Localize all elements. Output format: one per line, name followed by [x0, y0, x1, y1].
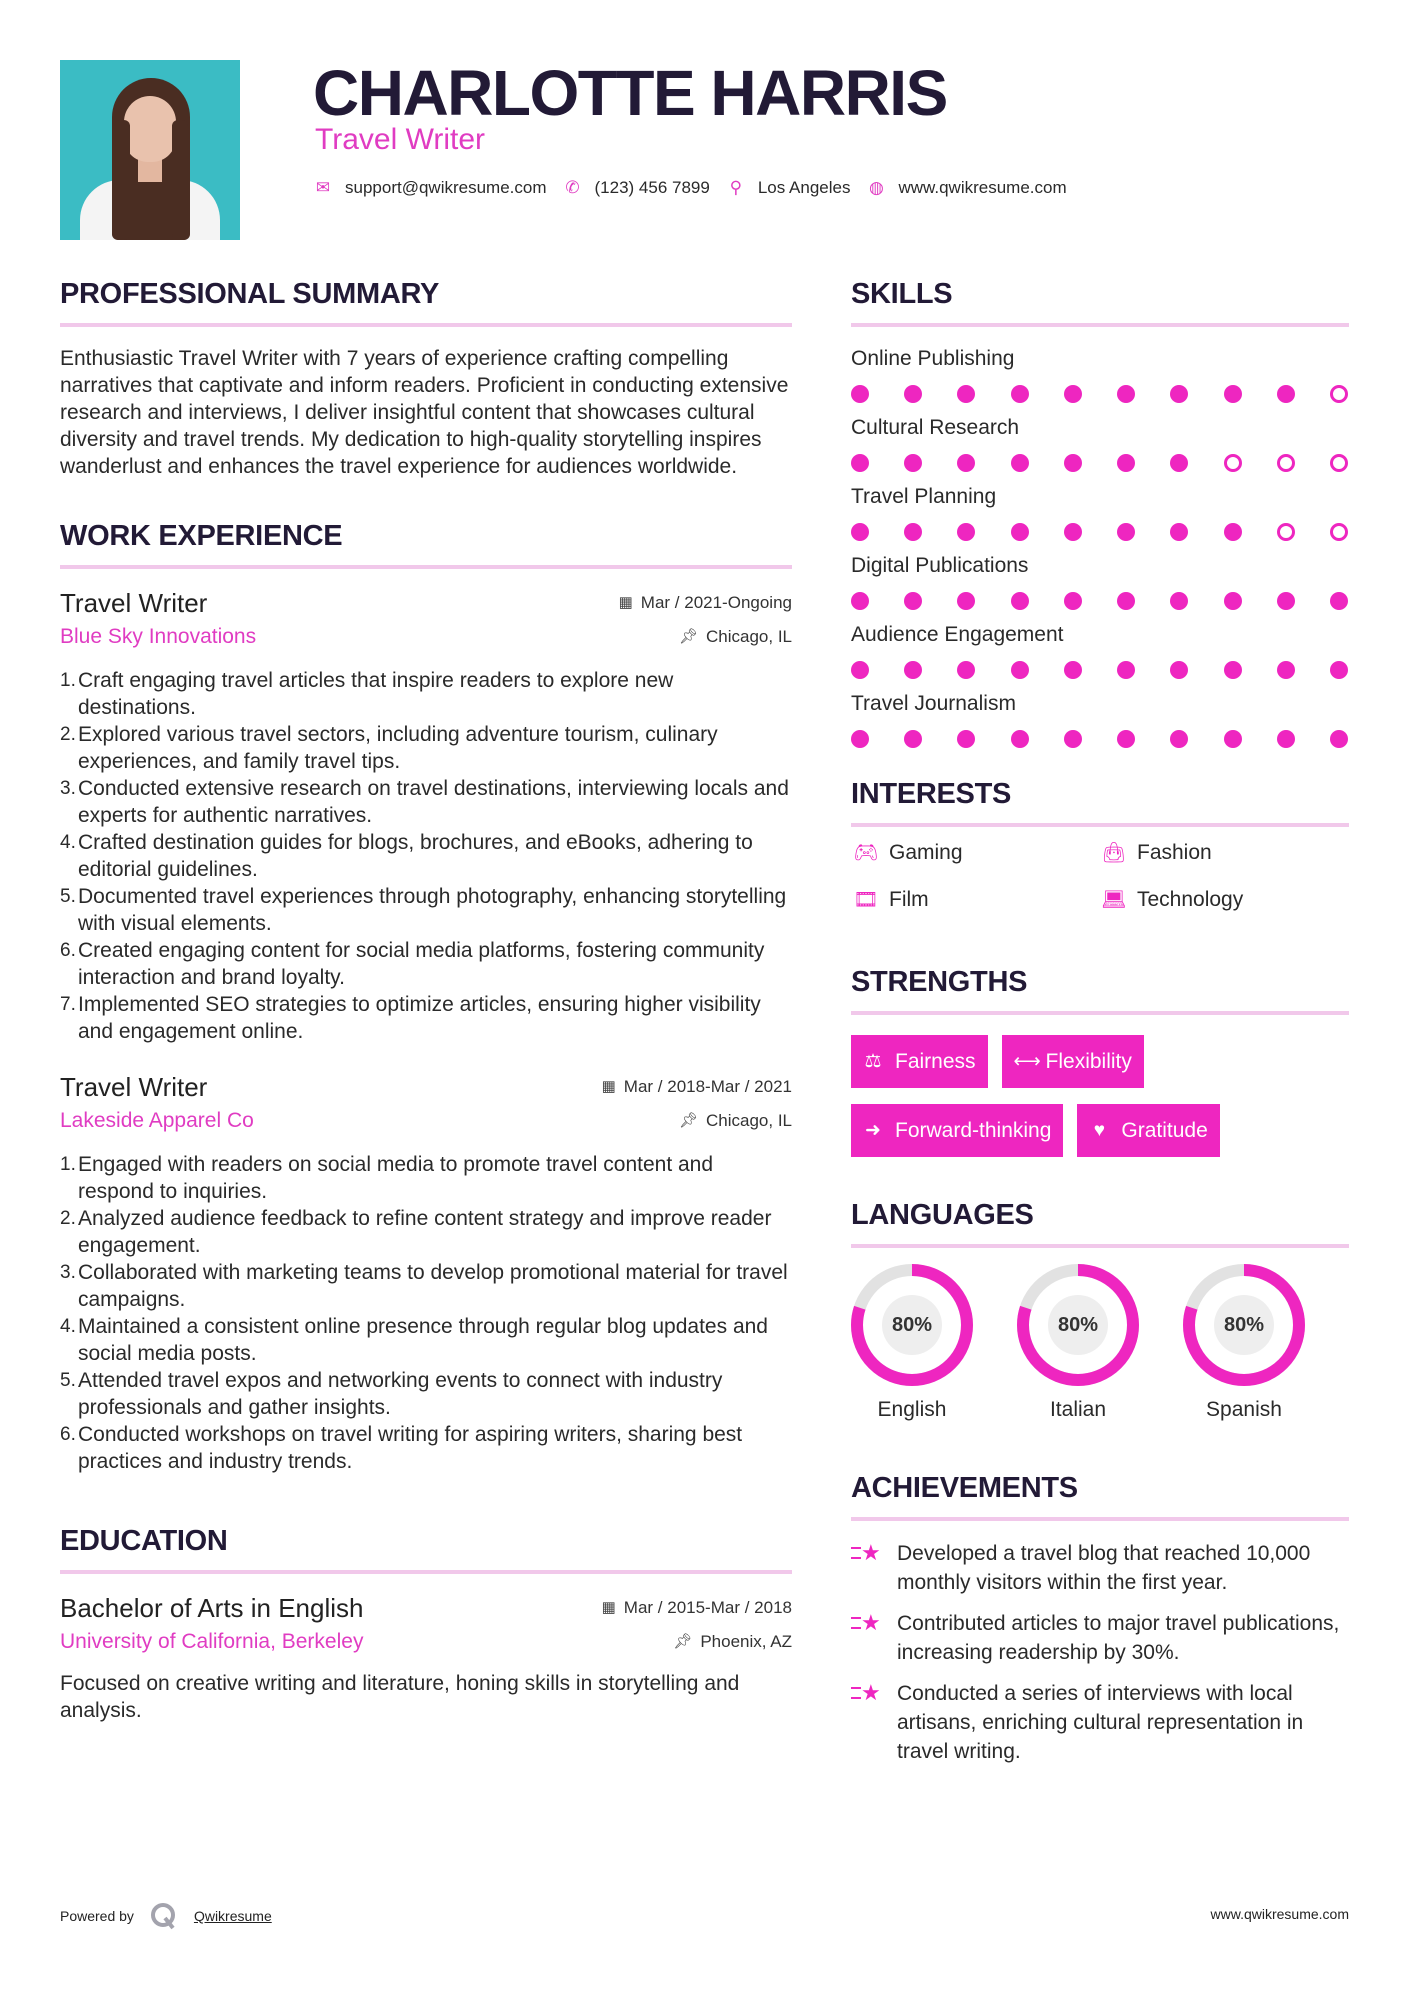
skills-list [851, 345, 1349, 748]
left-column [60, 272, 792, 1724]
language-name: Italian [1049, 1398, 1107, 1421]
skill-item [851, 621, 1349, 679]
rating-dot-filled [1117, 592, 1135, 610]
section-title-education: EDUCATION [60, 1525, 228, 1557]
skill-rating [851, 454, 1349, 472]
section-title-languages: LANGUAGES [851, 1199, 1034, 1231]
rating-dot-filled [904, 730, 922, 748]
rating-dot-filled [957, 523, 975, 541]
bullet-item: 3. Collaborated with marketing teams to develop promotional material for travel campaigns. [60, 1261, 788, 1311]
candidate-role: Travel Writer [315, 123, 486, 156]
pushpin-icon: 📌︎ [678, 1112, 698, 1129]
rating-dot-filled [904, 592, 922, 610]
rating-dot-empty [1224, 454, 1242, 472]
gamepad-icon: 🎮︎ [853, 842, 879, 864]
bullet-item: 1. Engaged with readers on social media to promote travel content and respond to inquiries. [60, 1153, 714, 1203]
rating-dot-filled [1277, 730, 1295, 748]
achievements-section [851, 1466, 1349, 1766]
footer-url[interactable]: www.qwikresume.com [1210, 1906, 1349, 1922]
rating-dot-filled [1277, 661, 1295, 679]
section-divider [60, 565, 792, 569]
rating-dot-filled [957, 730, 975, 748]
bullet-item: 7. Implemented SEO strategies to optimize articles, ensuring higher visibility and engagement online. [60, 993, 761, 1043]
section-title-achievements: ACHIEVEMENTS [851, 1472, 1078, 1504]
rating-dot-filled [1330, 592, 1348, 610]
rating-dot-filled [1011, 385, 1029, 403]
rating-dot-filled [1011, 592, 1029, 610]
rating-dot-filled [1170, 385, 1188, 403]
interest-item-fashion: 👜︎ Fashion [1099, 837, 1347, 869]
job-entry [60, 587, 792, 1045]
contact-email-text: support@qwikresume.com [345, 178, 547, 197]
rating-dot-filled [1170, 661, 1188, 679]
section-divider [851, 1011, 1349, 1015]
rating-dot-filled [1011, 454, 1029, 472]
rating-dot-filled [1277, 592, 1295, 610]
shooting-star-icon: ★ [851, 1539, 897, 1597]
contact-email[interactable] [315, 178, 547, 198]
skill-item [851, 552, 1349, 610]
profile-photo [60, 60, 240, 240]
rating-dot-filled [1064, 730, 1082, 748]
photo-face [124, 96, 176, 162]
candidate-name: CHARLOTTE HARRIS [313, 57, 947, 129]
rating-dot-filled [1011, 523, 1029, 541]
section-title-interests: INTERESTS [851, 778, 1012, 810]
rating-dot-filled [957, 385, 975, 403]
rating-dot-filled [1064, 385, 1082, 403]
skill-name: Travel Planning [851, 485, 997, 508]
achievement-item: ★ Conducted a series of interviews with local artisans, enriching cultural representation in travel writing. [851, 1679, 1349, 1766]
education-description: Focused on creative writing and literature, honing skills in storytelling and analysis. [60, 1672, 740, 1722]
language-percent: 80% [1048, 1295, 1108, 1355]
calendar-icon: ▦ [601, 1078, 616, 1095]
powered-by-label: Powered by [60, 1908, 134, 1924]
job-company: Blue Sky Innovations [60, 625, 257, 648]
rating-dot-filled [1224, 730, 1242, 748]
section-title-strengths: STRENGTHS [851, 966, 1028, 998]
contact-phone[interactable] [565, 178, 710, 198]
strengths-section [851, 960, 1349, 1157]
job-title: Travel Writer [60, 588, 208, 618]
section-divider [60, 1570, 792, 1574]
contact-location [728, 178, 851, 198]
right-column [851, 272, 1349, 1778]
rating-dot-filled [1064, 592, 1082, 610]
skill-name: Audience Engagement [851, 623, 1064, 646]
rating-dot-filled [957, 661, 975, 679]
section-title-summary: PROFESSIONAL SUMMARY [60, 278, 440, 310]
language-progress-ring [851, 1264, 973, 1386]
job-company: Lakeside Apparel Co [60, 1109, 254, 1132]
job-bullets [60, 667, 792, 1045]
contact-bar [315, 178, 1085, 198]
rating-dot-filled [1011, 730, 1029, 748]
photo-hair-right [172, 120, 188, 240]
rating-dot-filled [851, 592, 869, 610]
contact-location-text: Los Angeles [757, 178, 851, 197]
section-divider [851, 1517, 1349, 1521]
skill-item [851, 483, 1349, 541]
rating-dot-filled [1224, 385, 1242, 403]
shooting-star-icon: ★ [851, 1609, 897, 1667]
rating-dot-filled [1170, 454, 1188, 472]
bullet-item: 6. Created engaging content for social media platforms, fostering community interaction and brand loyalty. [60, 939, 765, 989]
rating-dot-empty [1330, 523, 1348, 541]
arrows-horizontal-icon: ⟷ [1013, 1051, 1041, 1072]
skill-item [851, 690, 1349, 748]
film-icon: 🎞︎ [853, 889, 879, 911]
rating-dot-empty [1277, 523, 1295, 541]
interests-section [851, 772, 1349, 916]
section-divider [851, 323, 1349, 327]
pushpin-icon: 📌︎ [673, 1633, 693, 1650]
arrow-right-icon: ➜ [865, 1120, 881, 1141]
rating-dot-filled [1011, 661, 1029, 679]
map-pin-icon: ⚲ [729, 178, 743, 197]
rating-dot-filled [904, 385, 922, 403]
rating-dot-filled [851, 661, 869, 679]
section-title-skills: SKILLS [851, 278, 953, 310]
language-item [1183, 1264, 1305, 1422]
bullet-item: 6. Conducted workshops on travel writing for aspiring writers, sharing best practices and industry trends. [60, 1423, 743, 1473]
rating-dot-filled [851, 385, 869, 403]
skill-item [851, 414, 1349, 472]
rating-dot-filled [1277, 385, 1295, 403]
rating-dot-filled [1064, 523, 1082, 541]
education-section [60, 1519, 792, 1724]
rating-dot-filled [1117, 385, 1135, 403]
rating-dot-empty [1277, 454, 1295, 472]
summary-section [60, 272, 792, 480]
strength-chip-forward-thinking: ➜ Forward-thinking [851, 1104, 1063, 1157]
rating-dot-filled [1170, 523, 1188, 541]
footer-powered-by [60, 1902, 272, 1930]
rating-dot-filled [851, 730, 869, 748]
shopping-bag-icon: 👜︎ [1101, 842, 1127, 864]
job-location-text: Chicago, IL [706, 627, 792, 646]
skill-rating [851, 730, 1349, 748]
language-name: English [877, 1398, 947, 1421]
contact-website[interactable] [868, 178, 1066, 198]
education-location [673, 1626, 792, 1658]
rating-dot-filled [1224, 523, 1242, 541]
bullet-item: 4. Crafted destination guides for blogs, brochures, and eBooks, adhering to editorial guidelines. [60, 831, 753, 881]
school-name: University of California, Berkeley [60, 1630, 364, 1653]
shooting-star-icon: ★ [851, 1679, 897, 1766]
job-entry [60, 1071, 792, 1475]
balance-scale-icon: ⚖ [864, 1051, 882, 1072]
skill-name: Online Publishing [851, 347, 1015, 370]
job-dates-text: Mar / 2021-Ongoing [640, 593, 792, 612]
section-divider [851, 823, 1349, 827]
experience-section [60, 514, 792, 1475]
language-percent: 80% [882, 1295, 942, 1355]
degree-title: Bachelor of Arts in English [60, 1593, 364, 1623]
achievement-item: ★ Developed a travel blog that reached 10,000 monthly visitors within the first year. [851, 1539, 1349, 1597]
job-dates [619, 587, 792, 619]
rating-dot-filled [1064, 454, 1082, 472]
rating-dot-empty [1330, 454, 1348, 472]
section-divider [60, 323, 792, 327]
bullet-item: 2. Analyzed audience feedback to refine content strategy and improve reader engagement. [60, 1207, 772, 1257]
language-item [1017, 1264, 1139, 1422]
rating-dot-filled [1170, 592, 1188, 610]
rating-dot-filled [1224, 592, 1242, 610]
photo-hair-left [114, 120, 130, 240]
skill-rating [851, 661, 1349, 679]
rating-dot-filled [1117, 523, 1135, 541]
language-progress-ring [1017, 1264, 1139, 1386]
rating-dot-filled [1330, 730, 1348, 748]
bullet-item: 5. Attended travel expos and networking events to connect with industry professionals and gather insights. [60, 1369, 723, 1419]
interest-item-gaming: 🎮︎ Gaming [851, 837, 1099, 869]
job-bullets [60, 1151, 792, 1475]
bullet-item: 3. Conducted extensive research on travel destinations, interviewing locals and experts for authentic narratives. [60, 777, 789, 827]
language-progress-ring [1183, 1264, 1305, 1386]
skill-name: Digital Publications [851, 554, 1029, 577]
contact-website-text: www.qwikresume.com [898, 178, 1067, 197]
interest-item-technology: 💻︎ Technology [1099, 884, 1347, 916]
skill-name: Cultural Research [851, 416, 1020, 439]
rating-dot-filled [1117, 730, 1135, 748]
skills-section [851, 272, 1349, 748]
calendar-icon: ▦ [618, 594, 633, 611]
languages-section [851, 1193, 1349, 1422]
laptop-icon: 💻︎ [1101, 889, 1127, 911]
bullet-item: 2. Explored various travel sectors, including adventure tourism, culinary experiences, and family travel tips. [60, 723, 718, 773]
rating-dot-filled [851, 523, 869, 541]
strength-chip-gratitude: ♥ Gratitude [1077, 1104, 1219, 1157]
bullet-item: 4. Maintained a consistent online presence through regular blog updates and social media posts. [60, 1315, 768, 1365]
rating-dot-empty [1330, 385, 1348, 403]
skill-rating [851, 592, 1349, 610]
rating-dot-filled [1224, 661, 1242, 679]
job-location [679, 1105, 792, 1137]
bullet-item: 1. Craft engaging travel articles that inspire readers to explore new destinations. [60, 669, 674, 719]
rating-dot-filled [904, 454, 922, 472]
rating-dot-filled [1064, 661, 1082, 679]
strength-chip-flexibility: ⟷ Flexibility [1002, 1035, 1144, 1088]
interests-grid [851, 837, 1349, 916]
education-location-text: Phoenix, AZ [700, 1632, 792, 1651]
rating-dot-filled [1117, 661, 1135, 679]
job-title: Travel Writer [60, 1072, 208, 1102]
calendar-icon: ▦ [601, 1599, 616, 1616]
language-name: Spanish [1206, 1398, 1282, 1421]
strength-chips [851, 1035, 1349, 1157]
job-location [679, 621, 792, 653]
rating-dot-filled [1170, 730, 1188, 748]
job-dates-text: Mar / 2018-Mar / 2021 [623, 1077, 792, 1096]
rating-dot-filled [1330, 661, 1348, 679]
envelope-icon: ✉ [315, 178, 331, 197]
rating-dot-filled [957, 592, 975, 610]
education-dates-text: Mar / 2015-Mar / 2018 [623, 1598, 792, 1617]
skill-name: Travel Journalism [851, 692, 1016, 715]
language-percent: 80% [1214, 1295, 1274, 1355]
bullet-item: 5. Documented travel experiences through photography, enhancing storytelling with visual elements. [60, 885, 787, 935]
strength-chip-fairness: ⚖ Fairness [851, 1035, 988, 1088]
skill-rating [851, 385, 1349, 403]
rating-dot-filled [1117, 454, 1135, 472]
job-location-text: Chicago, IL [706, 1111, 792, 1130]
skill-rating [851, 523, 1349, 541]
summary-text: Enthusiastic Travel Writer with 7 years of experience crafting compelling narratives that captivate and inform readers. Proficient in conducting extensive research and interviews, I deliver insightful content that showcases cultural diversity and travel trends. My dedication to high-quality storytelling inspires wanderlust and enhances the travel experience for audiences worldwide. [60, 347, 789, 478]
rating-dot-filled [904, 523, 922, 541]
qwikresume-logo-icon [150, 1902, 178, 1930]
skill-item [851, 345, 1349, 403]
phone-icon: ✆ [565, 178, 580, 197]
rating-dot-filled [851, 454, 869, 472]
section-divider [851, 1244, 1349, 1248]
qwikresume-link[interactable]: Qwikresume [193, 1908, 272, 1924]
rating-dot-filled [904, 661, 922, 679]
heart-icon: ♥ [1093, 1119, 1106, 1141]
language-item [851, 1264, 973, 1422]
pushpin-icon: 📌︎ [678, 628, 698, 645]
rating-dot-filled [957, 454, 975, 472]
education-dates [602, 1592, 792, 1624]
globe-icon: ◍ [869, 178, 884, 197]
achievement-item: ★ Contributed articles to major travel publications, increasing readership by 30%. [851, 1609, 1349, 1667]
interest-item-film: 🎞︎ Film [851, 884, 1099, 916]
section-title-experience: WORK EXPERIENCE [60, 520, 343, 552]
job-dates [602, 1071, 792, 1103]
language-rings [851, 1264, 1349, 1422]
contact-phone-text: (123) 456 7899 [594, 178, 710, 197]
